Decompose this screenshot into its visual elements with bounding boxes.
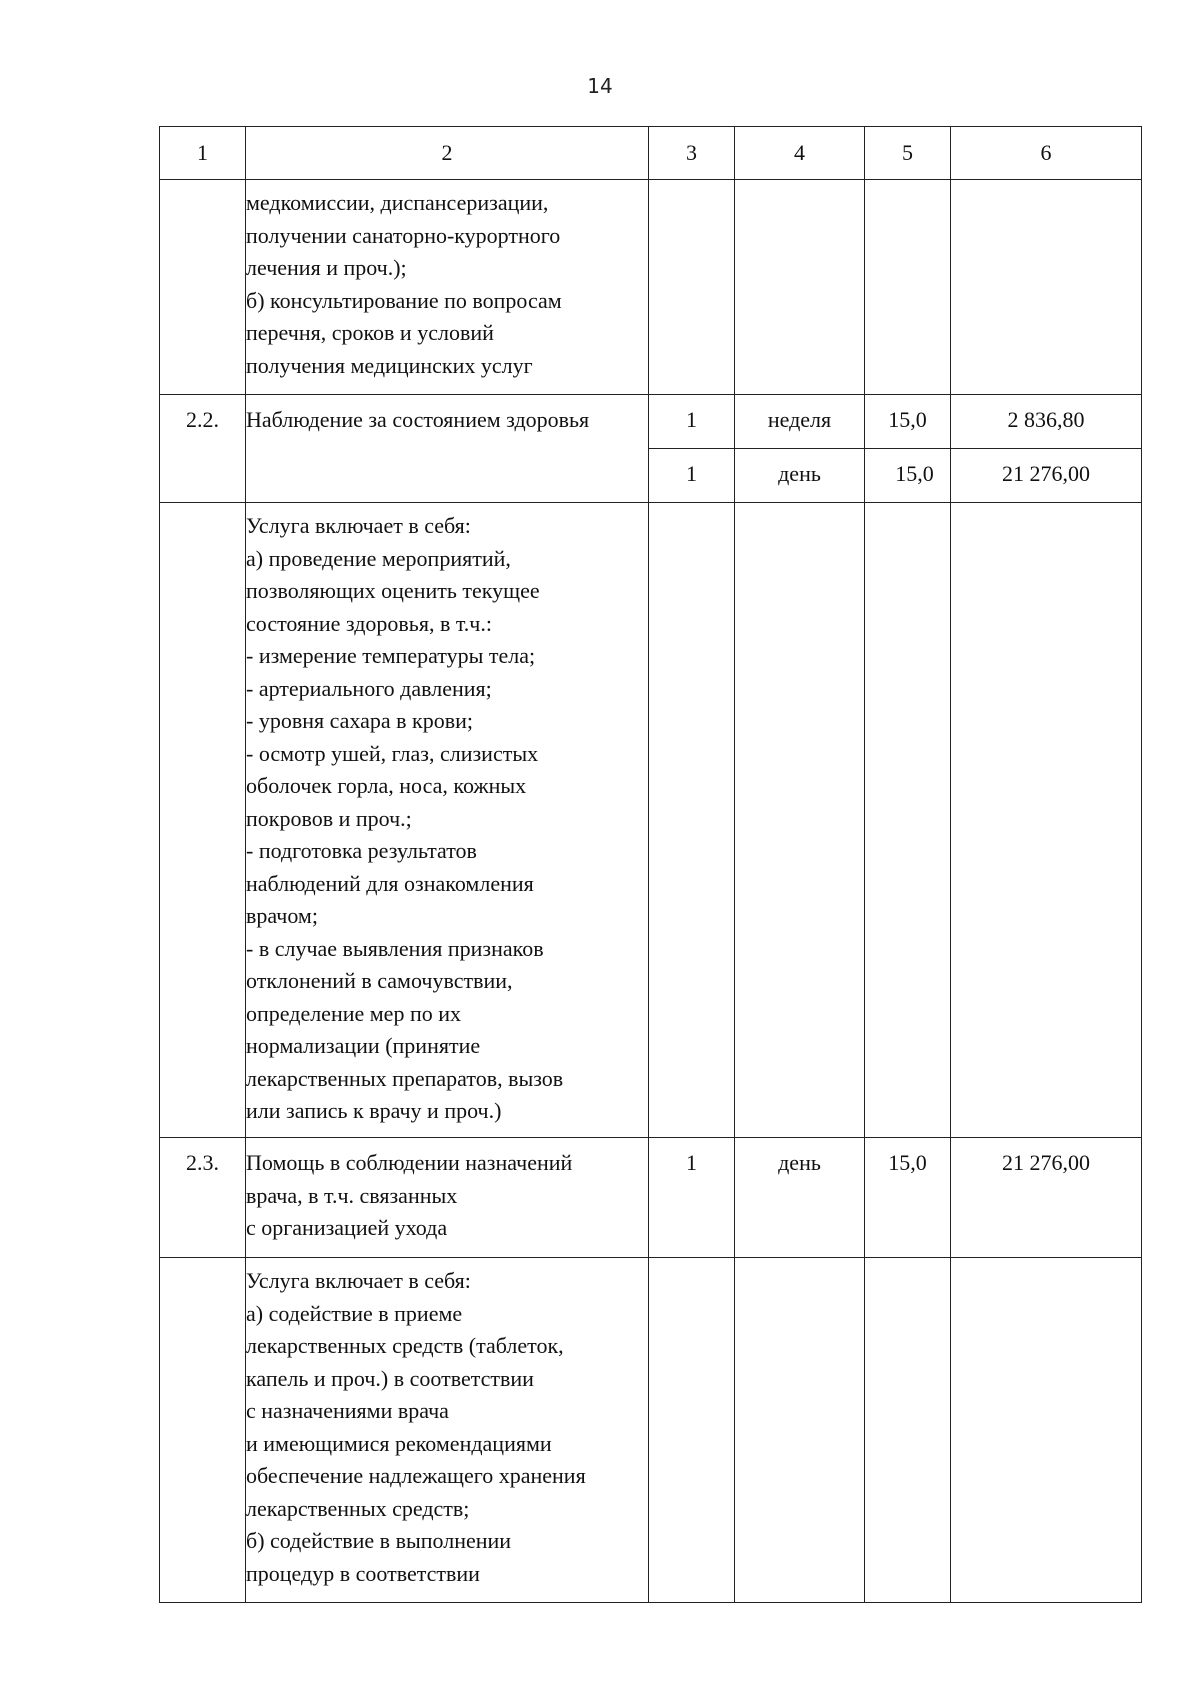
description-line: а) содействие в приеме [246,1300,463,1326]
description-line: получения медицинских услуг [246,352,533,378]
unit-cell: день [735,1138,865,1258]
page-number: 14 [587,74,613,98]
empty-cell [951,503,1142,1138]
coefficient-cell: 15,0 [865,449,951,503]
description-line: с назначениями врача [246,1398,449,1423]
empty-cell [951,1258,1142,1603]
description-line: врачом; [246,903,318,928]
empty-cell [735,180,865,395]
quantity-cell: 1 [649,449,735,503]
unit-cell: неделя [735,395,865,449]
description-line: лекарственных средств; [246,1495,470,1521]
coefficient-cell: 15,0 [865,1138,951,1258]
table-row [160,1258,1142,1603]
description-line: Услуга включает в себя: [246,513,471,538]
table-row [160,395,1142,449]
description-line: - уровня сахара в крови; [246,708,473,733]
description-line: с организацией ухода [246,1215,448,1240]
description-line: капель и проч.) в соответствии [246,1365,534,1391]
description-line: медкомиссии, диспансеризации, [246,190,549,215]
description-line: - в случае выявления признаков [246,935,544,961]
header-cell: 1 [160,127,246,180]
service-description [246,1258,649,1603]
description-line: б) консультирование по вопросам [246,287,562,313]
table-header-row [160,127,1142,180]
description-line: - подготовка результатов [246,838,477,863]
row-number [160,1258,246,1603]
empty-cell [865,1258,951,1603]
description-line: - осмотр ушей, глаз, слизистых [246,740,539,766]
row-number: 2.2. [160,395,246,503]
service-description [246,180,649,395]
description-line: перечня, сроков и условий [246,320,494,345]
empty-cell [649,503,735,1138]
service-title [246,395,649,503]
coefficient-cell: 15,0 [865,395,951,449]
price-cell: 2 836,80 [951,395,1142,449]
empty-cell [735,503,865,1138]
empty-cell [865,503,951,1138]
description-line: состояние здоровья, в т.ч.: [246,610,492,636]
description-line: и имеющимися рекомендациями [246,1430,552,1456]
header-cell: 2 [246,127,649,180]
description-line: Помощь в соблюдении назначений [246,1150,573,1175]
header-cell: 3 [649,127,735,180]
description-line: процедур в соответствии [246,1560,480,1586]
description-line: оболочек горла, носа, кожных [246,773,527,798]
description-line: - артериального давления; [246,675,492,701]
table-row [160,1138,1142,1258]
tariff-table [159,126,1142,1603]
service-title [246,1138,649,1258]
empty-cell [951,180,1142,395]
empty-cell [865,180,951,395]
unit-cell: день [735,449,865,503]
price-cell: 21 276,00 [951,1138,1142,1258]
service-description [246,503,649,1138]
description-line: лекарственных препаратов, вызов [246,1065,564,1091]
quantity-cell: 1 [649,1138,735,1258]
header-cell: 4 [735,127,865,180]
description-line: - измерение температуры тела; [246,643,536,668]
description-line: наблюдений для ознакомления [246,870,534,896]
description-line: определение мер по их [246,1000,461,1026]
row-number [160,180,246,395]
empty-cell [735,1258,865,1603]
empty-cell [649,180,735,395]
row-number: 2.3. [160,1138,246,1258]
empty-cell [649,1258,735,1603]
description-line: б) содействие в выполнении [246,1528,512,1553]
header-cell: 6 [951,127,1142,180]
table-row [160,503,1142,1138]
description-line: Услуга включает в себя: [246,1268,471,1293]
row-number [160,503,246,1138]
header-cell: 5 [865,127,951,180]
description-line: отклонений в самочувствии, [246,968,513,993]
description-line: Наблюдение за состоянием здоровья [246,407,590,432]
description-line: получении санаторно-курортного [246,222,561,248]
quantity-cell: 1 [649,395,735,449]
description-line: обеспечение надлежащего хранения [246,1463,586,1488]
description-line: врача, в т.ч. связанных [246,1182,458,1208]
description-line: нормализации (принятие [246,1033,481,1058]
description-line: а) проведение мероприятий, [246,545,511,571]
description-line: позволяющих оценить текущее [246,578,540,603]
description-line: лечения и проч.); [246,255,407,280]
table-row [160,180,1142,395]
price-cell: 21 276,00 [951,449,1142,503]
description-line: покровов и проч.; [246,805,412,831]
description-line: лекарственных средств (таблеток, [246,1333,564,1358]
description-line: или запись к врачу и проч.) [246,1098,502,1123]
